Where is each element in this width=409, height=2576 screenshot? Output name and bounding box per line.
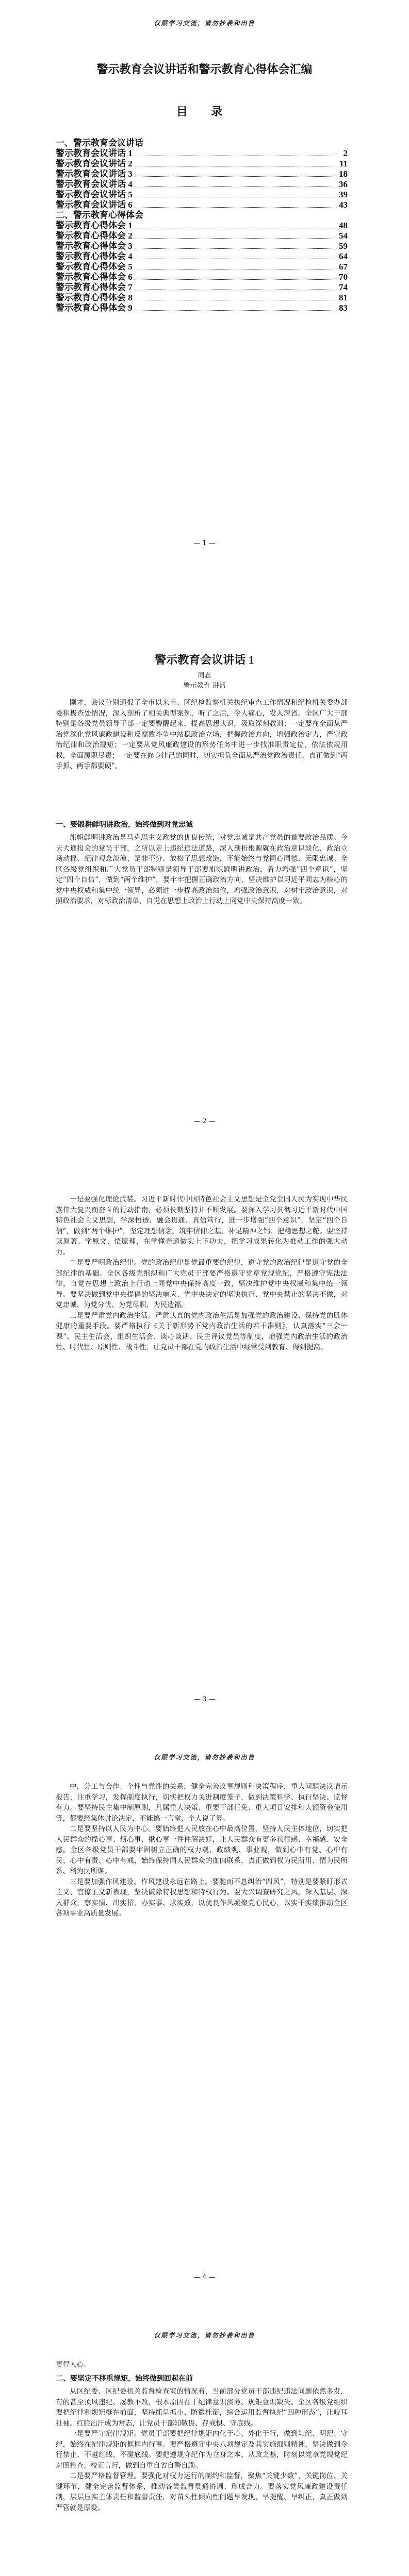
header-note: 仅限学习交流，请勿抄袭和出售	[154, 20, 255, 27]
toc-title: 目 录	[176, 105, 233, 118]
paragraph: 二是要坚持以人民为中心。要始终把人民放在心中最高位置，坚持人民主体地位，切实把人民群众的操心事、烦心事、揪心事一件件解决好，让人民群众有更多获得感、幸福感、安全感。全区各级党员干部要牢固树立正确的权力观、政绩观、事业观，做到心中有党、心中有民、心中有责、心中有戒，始终保持同人民群众的血肉联系，真正做到权为民所用、情为民所系、利为民所谋。	[56, 1825, 348, 1875]
toc-entry-title: 警示教育心得体会 5	[56, 262, 133, 272]
toc-entry[interactable]	[56, 293, 348, 303]
toc-entry-page: 18	[339, 169, 348, 179]
toc-entry-page: 11	[339, 159, 348, 168]
page-5	[0, 2312, 409, 2576]
page-number: — 2 —	[193, 1117, 216, 1125]
toc-entry-page: 39	[339, 190, 348, 199]
toc-entry[interactable]	[56, 200, 348, 210]
toc-section-heading: 二、警示教育心得体会	[56, 210, 143, 220]
toc-entry-page: 74	[339, 282, 348, 292]
toc-entry[interactable]	[56, 272, 348, 282]
section-heading: 二、要坚定不移重规矩，始终做到回起在前	[56, 2375, 193, 2383]
toc-section-heading: 一、警示教育会议讲话	[56, 138, 143, 148]
section-heading: 一、要锻耕鲜明讲政治，始终做到对党忠诚	[56, 821, 193, 829]
toc-entry[interactable]	[56, 251, 348, 262]
toc-entry-title: 警示教育心得体会 3	[56, 241, 133, 251]
toc-entry-title: 警示教育会议讲话 1	[56, 148, 133, 158]
toc-entry-page: 59	[339, 241, 348, 251]
page-3	[0, 1156, 409, 1734]
toc-entry-page: 70	[339, 272, 348, 282]
body-text	[56, 1782, 348, 1919]
speech-subtitle: 警示教育 讲话	[183, 682, 226, 690]
header-note: 仅限学习交流，请勿抄袭和出售	[154, 1754, 255, 1761]
toc-entry-page: 54	[339, 231, 348, 241]
toc-entry[interactable]	[56, 169, 348, 179]
toc-entry-page: 83	[339, 303, 348, 313]
paragraph: 三是要严肃党内政治生活。严肃认真的党内政治生活是加强党的政治建设、保持党的肌体健康的重要手段。要严格执行《关于新形势下党内政治生活的若干准则》，认真落实“三会一课”、民主生活会、组织生活会、谈心谈话、民主评议党员等制度，增强党内政治生活的政治性、时代性、原则性、战斗性，让党员干部在党内政治生活中经常受到教育、得到提高。	[56, 1311, 348, 1351]
toc-entry[interactable]	[56, 303, 348, 313]
toc-entry[interactable]	[56, 148, 348, 159]
paragraph-continuation: 更得人心。	[56, 2361, 91, 2369]
toc-entry[interactable]	[56, 159, 348, 169]
toc-entry-page: 48	[339, 221, 348, 230]
toc-entry[interactable]	[56, 231, 348, 241]
header-note: 仅限学习交流，请勿抄袭和出售	[154, 2332, 255, 2339]
paragraph: 二是要严格监督管理。要强化对权力运行的制约和监督，聚焦“关键少数”、关键岗位、关键环节，健全完善监督体系，推动各类监督贯通协调、形成合力。要落实党风廉政建设责任制，层层压实主体责任和监督责任，对苗头性倾向性问题早发现、早提醒、早纠正，真正做到严管就是厚爱。	[56, 2472, 348, 2512]
document-title: 警示教育会议讲话和警示教育心得体会汇编	[96, 63, 313, 76]
body-text	[56, 1194, 348, 1353]
toc-entry-title: 警示教育会议讲话 3	[56, 169, 133, 179]
body-text	[56, 833, 348, 907]
page-4	[0, 1734, 409, 2312]
body-text	[56, 2386, 348, 2513]
paragraph: 二是要严明政治纪律。党的政治纪律是党最重要的纪律，遵守党的政治纪律是遵守党的全部纪律的基础。全区各级党组织和广大党员干部要严格遵守党章党规党纪，严格遵守宪法法律，自觉在思想上政治上行动上同党中央保持高度一致，坚决维护党中央权威和集中统一领导。要坚决做到党中央提倡的坚决响应、党中央决定的坚决执行、党中央禁止的坚决不做，对党忠诚、为党分忧、为党尽职、为民造福。	[56, 1259, 348, 1309]
table-of-contents	[56, 138, 348, 313]
paragraph: 一是要严守纪律规矩。党员干部要把纪律规矩内化于心、外化于行，做到知纪、明纪、守纪，始终在纪律规矩的框框内行事。要严格遵守中央八项规定及其实施细则精神，坚决做到令行禁止，不越红线、不碰底线。要把遵规守纪作为立身之本、从政之基，时刻以党章党规党纪对照检查、校正言行，做到自重自省自警自励。	[56, 2430, 348, 2470]
toc-entry-title: 警示教育会议讲话 6	[56, 200, 133, 210]
toc-entry-page: 81	[339, 293, 348, 302]
page-number: — 3 —	[193, 1696, 216, 1703]
paragraph: 中，分工与合作、个性与党性的关系，健全完善议事规则和决策程序，重大问题决议请示报告，注重学习，发挥制度执行，切实把权力关进制度笼子，做到决策科学、执行坚决、监督有力。要坚持民主集中制原则，凡属重大决策、重要干部任免、重大项目安排和大额资金使用等，都要经集体讨论决定，不能搞一言堂、个人说了算。	[56, 1783, 348, 1823]
toc-entry-title: 警示教育心得体会 4	[56, 251, 133, 261]
toc-entry-title: 警示教育心得体会 9	[56, 303, 133, 313]
toc-entry[interactable]	[56, 262, 348, 272]
toc-entry-page: 43	[339, 200, 348, 210]
toc-entry[interactable]	[56, 179, 348, 190]
body-text	[56, 2360, 348, 2370]
toc-entry-title: 警示教育心得体会 8	[56, 293, 133, 302]
toc-entry[interactable]	[56, 190, 348, 200]
toc-entry-page: 64	[339, 251, 348, 261]
toc-entry-title: 警示教育心得体会 7	[56, 282, 133, 292]
page-number: — 1 —	[193, 539, 216, 547]
page-1	[0, 0, 409, 578]
page-2	[0, 578, 409, 1156]
paragraph: 三是要加强作风建设。作风建设永远在路上。要驰而不息纠治“四风”，特别是要紧盯形式主义、官僚主义新表现，坚决破除特权思想和特权行为。要大兴调查研究之风，深入基层、深入群众，察实情、出实招、办实事、求实效，以优良作风凝聚党心民心，以实干实绩推动全区各项事业高质量发展。	[56, 1877, 348, 1918]
paragraph: 一是要强化理论武装。习近平新时代中国特色社会主义思想是全党全国人民为实现中华民族伟大复兴而奋斗的行动指南，必须长期坚持并不断发展。要深入学习贯彻习近平新时代中国特色社会主义思想，学深悟透、融会贯通、真信笃行，进一步增强“四个意识”，坚定“四个自信”，做到“两个维护”，坚定理想信念，筑牢信仰之基、补足精神之钙、把稳思想之舵。要坚持读原著、学原文、悟原理，在学懂弄通做实上下功夫，把学习成果转化为推动工作的强大动力。	[56, 1195, 348, 1257]
speech-author: 同志	[198, 672, 211, 680]
toc-entry-title: 警示教育心得体会 1	[56, 221, 133, 230]
toc-entry-title: 警示教育会议讲话 4	[56, 179, 133, 189]
toc-entry[interactable]	[56, 241, 348, 251]
toc-entry-title: 警示教育会议讲话 2	[56, 159, 133, 168]
body-text	[56, 698, 348, 772]
toc-entry-page: 67	[339, 262, 348, 272]
toc-entry-page: 2	[343, 148, 348, 158]
speech-title: 警示教育会议讲话 1	[155, 653, 254, 666]
page-number: — 4 —	[193, 2274, 216, 2281]
paragraph: 旗帜鲜明讲政治是马克思主义政党的优良传统，对党忠诚是共产党员的首要政治品质。今天大通报会的党员干部，之所以走上违纪违法道路，深入剖析根源就在政治意识淡化、政治立场动摇、纪律观念淡漠、是非不分、放松了思想改造，不能始终与党同心同德、无限忠诚。全区各级党组织和广大党员干部特别是领导干部要旗帜鲜明讲政治，着力增强“四个意识”，坚定“四个自信”，做到“两个维护”，要牢牢把握正确政治方向，坚决维护以习近平同志为核心的党中央权威和集中统一领导，必须进一步提高政治站位，增强政治意识，对树牢政治意识，对照政治要求，对标政治清单，自觉在思想上政治上行动上同党中央保持高度一致。	[56, 834, 348, 905]
paragraph: 从区纪委、区纪委机关监督检查室的情况看，当前部分党员干部违纪违法问题依然多发，有的甚至顶风违纪、屡教不改，根本原因在于纪律意识淡薄、规矩意识缺失。全区各级党组织要把纪律和规矩挺在前面，坚持抓早抓小、防微杜渐，综合运用监督执纪“四种形态”，让咬耳扯袖、红脸出汗成为常态，让党员干部知敬畏、存戒惧、守底线。	[56, 2387, 348, 2428]
toc-entry-title: 警示教育心得体会 2	[56, 231, 133, 241]
toc-entry-title: 警示教育会议讲话 5	[56, 190, 133, 199]
paragraph: 刚才，会议分别通报了全市以来市、区纪检监察机关执纪审查工作情况和纪检机关委办部委积极查处情况，深入剖析了相关典型案例，听了之后，令人痛心，发人深省。全区广大干部特别是各级党员领导干部一定要警醒起来，提高思想认识，汲取深刻教训；一定要在全面从严治党深化党风廉政建设和反腐败斗争中站稳政治立场，把握政治方向，增强政治定力，严守政治纪律和政治规矩；一定要从党风廉政建设的形势任务中进一步找准职责定位，依法依规用权，全面履职尽责；一定要在修身律己的同时，切实担负全面从严治党政治责任，真正做到“两手抓、两手都要硬”。	[56, 699, 348, 770]
toc-entry-page: 36	[339, 179, 348, 189]
toc-entry[interactable]	[56, 282, 348, 293]
toc-entry[interactable]	[56, 221, 348, 231]
toc-entry-title: 警示教育心得体会 6	[56, 272, 133, 282]
